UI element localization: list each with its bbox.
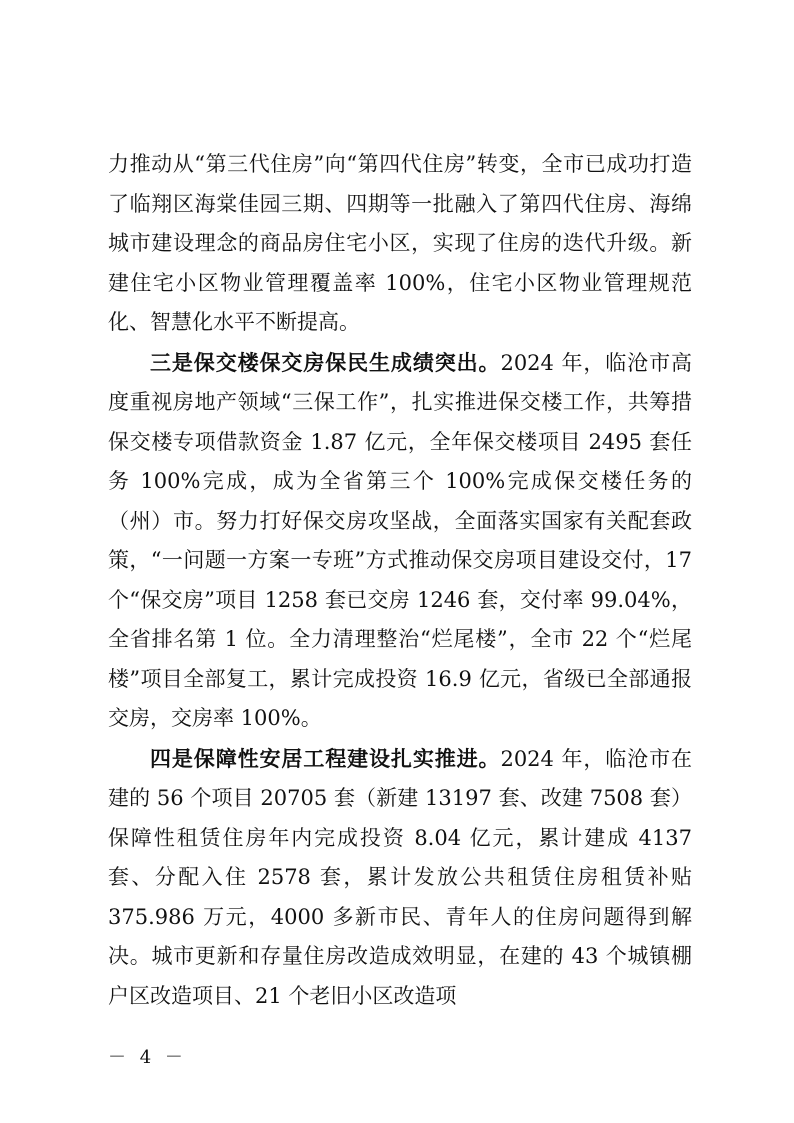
paragraph-lead-heading: 四是保障性安居工程建设扎实推进。: [150, 745, 501, 771]
paragraph-text: 2024 年，临沧市在建的 56 个项目 20705 套（新建 13197 套、改建 7508 套）保障性租赁住房年内完成投资 8.04 亿元，累计建成 4137 套、分配入住 2578 套，累计发放公共租赁住房租赁补贴 375.986 万元，4000 多新市民、青年人的住房问题得到解决。城市更新和存量住房改造成效明显，在建的 43 个城镇棚户区改造项目、21 个老旧小区改造项: [108, 746, 692, 1008]
paragraph-affordable-housing: [108, 739, 692, 1017]
page-number: － 4 －: [108, 1047, 187, 1068]
paragraph-housing-upgrade: [108, 145, 692, 343]
paragraph-delivery-guarantee: [108, 343, 692, 739]
paragraph-lead-heading: 三是保交楼保交房保民生成绩突出。: [150, 349, 501, 375]
document-body: [108, 145, 692, 1016]
paragraph-text: 2024 年，临沧市高度重视房地产领域“三保工作”，扎实推进保交楼工作，共筹措保交楼专项借款资金 1.87 亿元，全年保交楼项目 2495 套任务 100%完成，成为全省第三个 100%完成保交楼任务的（州）市。努力打好保交房攻坚战，全面落实国家有关配套政策，“一问题一方案一专班”方式推动保交房项目建设交付，17 个“保交房”项目 1258 套已交房 1246 套，交付率 99.04%，全省排名第 1 位。全力清理整治“烂尾楼”，全市 22 个“烂尾楼”项目全部复工，累计完成投资 16.9 亿元，省级已全部通报交房，交房率 100%。: [108, 350, 692, 730]
paragraph-text: 力推动从“第三代住房”向“第四代住房”转变，全市已成功打造了临翔区海棠佳园三期、四期等一批融入了第四代住房、海绵城市建设理念的商品房住宅小区，实现了住房的迭代升级。新建住宅小区物业管理覆盖率 100%，住宅小区物业管理规范化、智慧化水平不断提高。: [108, 152, 692, 334]
